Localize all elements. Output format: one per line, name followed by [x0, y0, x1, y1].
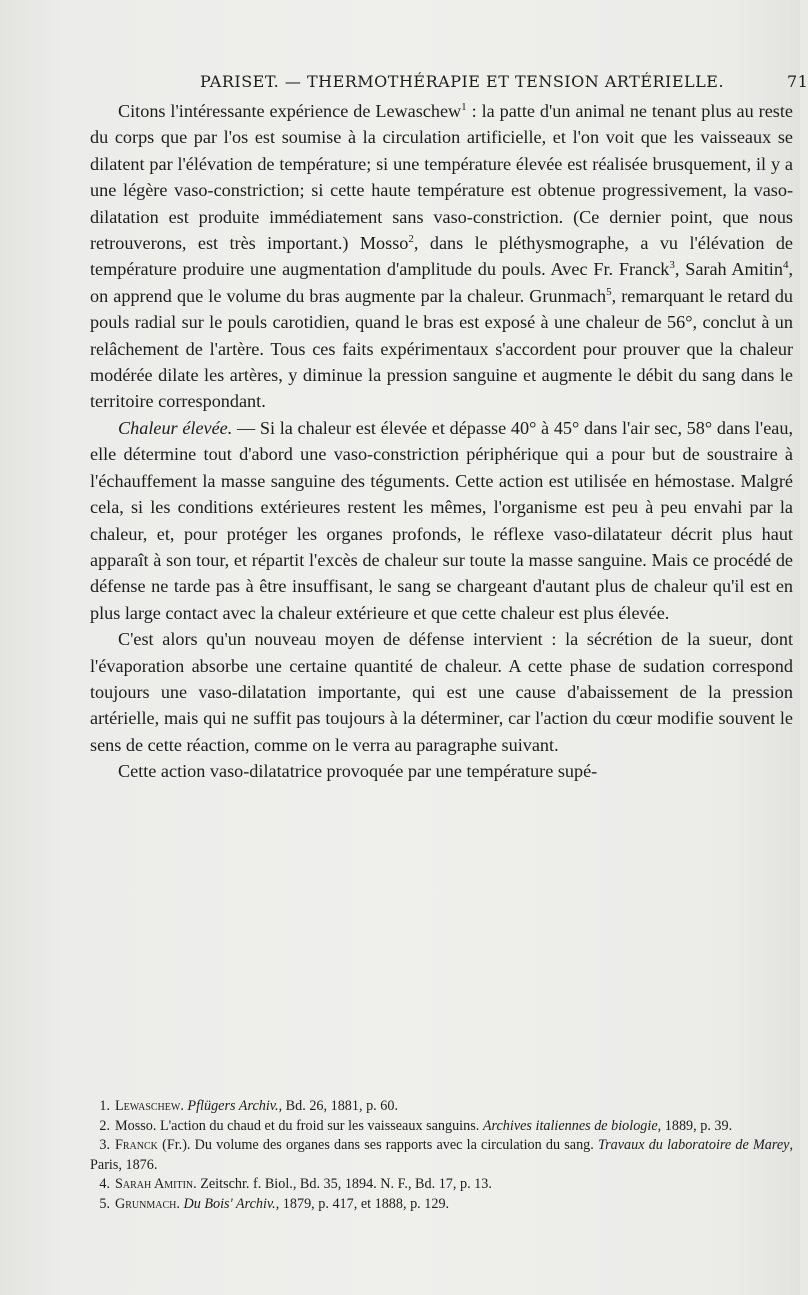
running-title: PARISET. — THERMOTHÉRAPIE ET TENSION ARTÉRIELLE. [200, 72, 725, 91]
footnote-rest: , Bd. 26, 1881, p. 60. [278, 1098, 398, 1114]
section-heading-chaleur-elevee: Chaleur élevée. [118, 417, 233, 438]
footnote-3 [90, 1136, 793, 1175]
footnote-journal: Archives italiennes de biologie [482, 1117, 658, 1134]
footnote-ref-2: 2 [408, 232, 414, 245]
footnote-number: 1. [99, 1098, 110, 1114]
footnote-journal: Du Bois' Archiv. [183, 1195, 276, 1212]
footnote-1 [90, 1097, 793, 1117]
footnote-ref-3: 3 [669, 259, 675, 272]
paragraph-1-text-c: , dans le pléthysmographe, a vu l'élévation de température produire une augmentation d'amplitude du pouls. Avec Fr. Franck [90, 233, 794, 280]
footnote-rest: , Paris, 1876. [90, 1137, 793, 1173]
paragraph-2 [90, 415, 793, 626]
footnote-5 [90, 1195, 793, 1215]
main-text [90, 98, 793, 785]
running-header [200, 72, 808, 96]
paragraph-1-text-f: , remarquant le retard du pouls radial sur le pouls carotidien, quand le bras est exposé à une chaleur de 56°, conclut à un relâchement de l'artère. Tous ces faits expérimentaux s'accordent pour prouver que la chaleur modérée dilate les artères, y diminue la pression sanguine et augmente le débit du sang dans le territoire correspondant. [90, 285, 794, 412]
footnote-rest: , 1879, p. 417, et 1888, p. 129. [275, 1195, 450, 1212]
paragraph-1-text-b: : la patte d'un animal ne tenant plus au reste du corps que par l'os est soumise à la circulation artificielle, et l'on voit que les vaisseaux se dilatent par l'élévation de température; si une température élevée est réalisée brusquement, il y a une légère vaso-constriction; si cette haute température est obtenue progressivement, la vaso-dilatation est produite immédiatement sans vaso-constriction. (Ce dernier point, que nous retrouverons, est très important.) Mosso [90, 101, 793, 254]
footnote-author: Grunmach. [115, 1195, 180, 1212]
paragraph-1-text-e: , on apprend que le volume du bras augmente par la chaleur. Grunmach [90, 259, 793, 306]
footnote-text: L'action du chaud et du froid sur les vaisseaux sanguins. [156, 1117, 483, 1134]
footnote-4 [90, 1175, 793, 1195]
footnote-ref-4: 4 [782, 259, 789, 272]
paragraph-2-text: — Si la chaleur est élevée et dépasse 40° à 45° dans l'air sec, 58° dans l'eau, elle détermine tout d'abord une vaso-constriction périphérique qui a pour but de soustraire à l'échauffement la masse sanguine des téguments. Cette action est utilisée en hémostase. Malgré cela, si les conditions extérieures restent les mêmes, l'organisme est peu à peu envahi par la chaleur, et, pour protéger les organes profonds, le réflexe vaso-dilatateur décrit plus haut apparaît à son tour, et répartit l'excès de chaleur sur toute la masse sanguine. Mais ce procédé de défense ne tarde pas à être insuffisant, le sang se chargeant d'autant plus de chaleur qu'il est en plus large contact avec la chaleur extérieure et que cette chaleur est plus élevée. [90, 417, 793, 623]
paragraph-4: Cette action vaso-dilatatrice provoquée par une température supé- [118, 761, 598, 782]
footnote-ref-1: 1 [461, 100, 467, 113]
footnote-journal: Travaux du laboratoire de Marey [598, 1137, 790, 1153]
page-number: 71 [787, 72, 808, 91]
paragraph-1-text-a: Citons l'intéressante expérience de Lewaschew [118, 101, 462, 121]
footnotes [90, 1097, 793, 1214]
footnote-text: (Fr.). Du volume des organes dans ses rapports avec la circulation du sang. [157, 1137, 599, 1153]
footnote-number: 5. [99, 1195, 110, 1212]
footnote-author: Mosso. [115, 1117, 157, 1134]
footnote-author: Franck [115, 1137, 158, 1153]
footnote-rest: Zeitschr. f. Biol., Bd. 35, 1894. N. F., Bd. 17, p. 13. [196, 1176, 492, 1192]
footnote-author: Sarah Amitin. [115, 1176, 197, 1192]
footnote-number: 4. [99, 1176, 110, 1192]
footnote-author: Lewaschew. [115, 1098, 184, 1114]
footnote-number: 3. [99, 1137, 110, 1153]
footnote-number: 2. [99, 1117, 110, 1134]
footnote-rest: , 1889, p. 39. [657, 1117, 733, 1134]
paragraph-3: C'est alors qu'un nouveau moyen de défense intervient : la sécrétion de la sueur, dont l'évaporation absorbe une certaine quantité de chaleur. A cette phase de sudation correspond toujours une vaso-dilatation importante, qui est une cause d'abaissement de la pression artérielle, mais qui ne suffit pas toujours à la déterminer, car l'action du cœur modifie souvent le sens de cette réaction, comme on le verra au paragraphe suivant. [90, 629, 793, 755]
paragraph-1-text-d: , Sarah Amitin [674, 259, 783, 280]
footnote-ref-5: 5 [606, 285, 612, 298]
footnote-2 [90, 1117, 793, 1137]
footnote-journal: Pflügers Archiv. [187, 1098, 279, 1114]
paragraph-1 [90, 98, 793, 415]
